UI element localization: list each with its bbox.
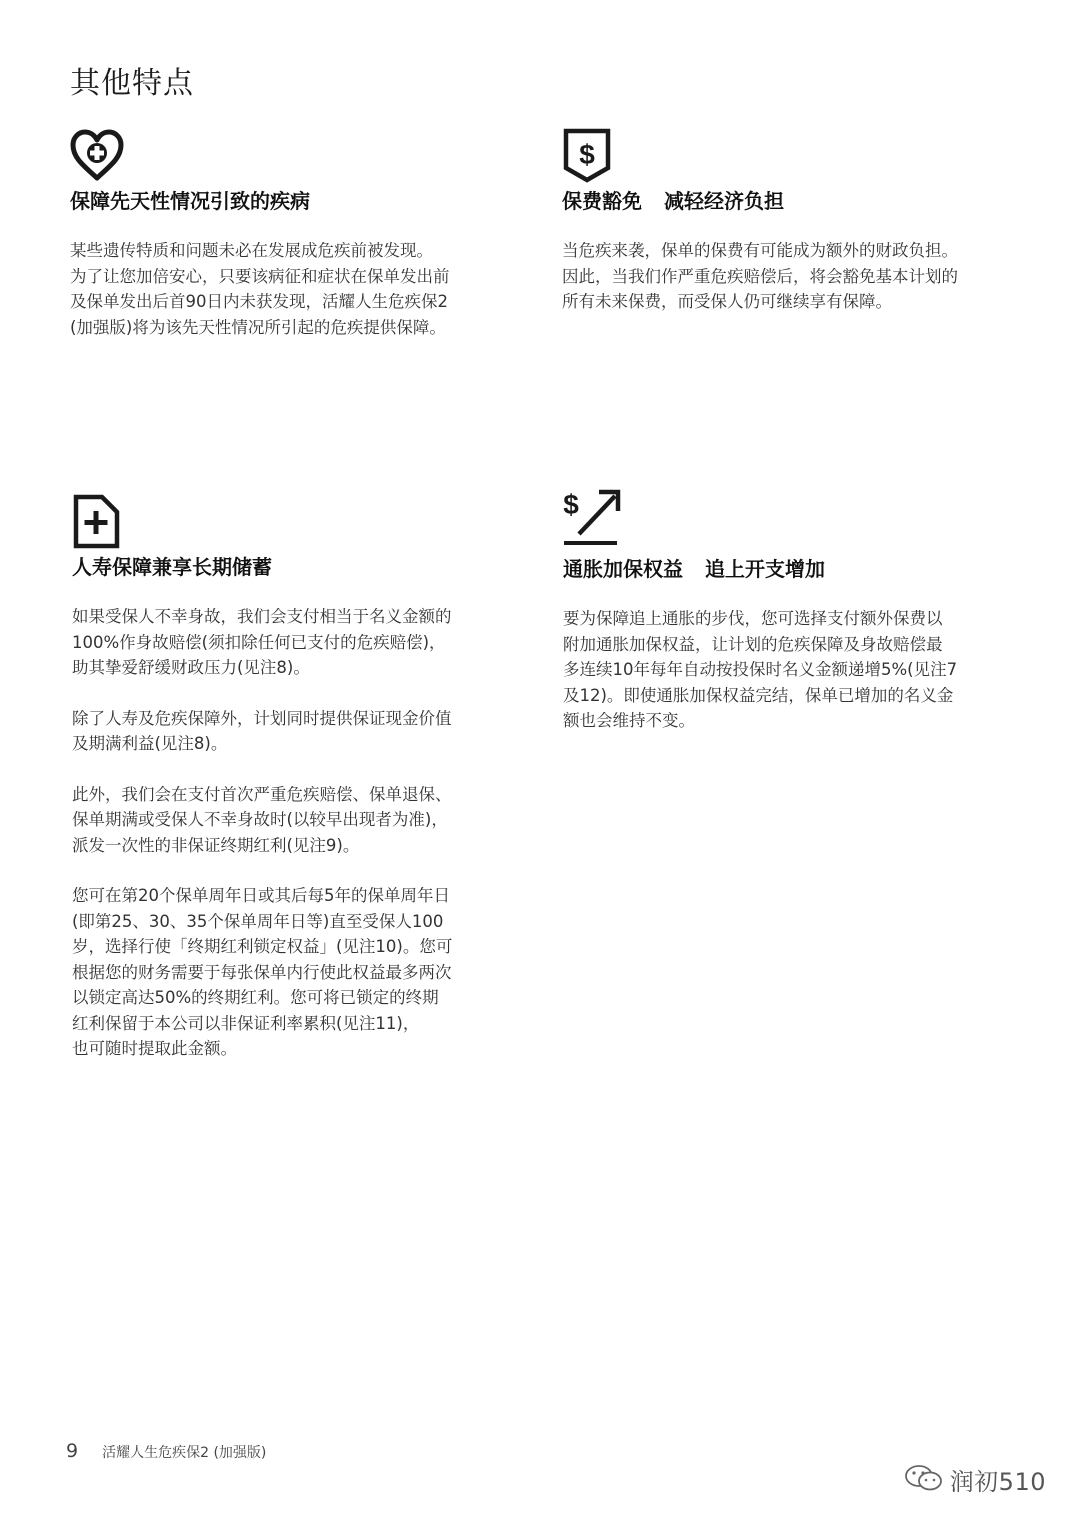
svg-text:$: $ xyxy=(563,489,579,520)
feature-heading-text: 通胀加保权益 xyxy=(563,557,683,581)
feature-body xyxy=(70,238,530,340)
feature-body xyxy=(562,238,1022,315)
feature-life-protection-savings xyxy=(72,494,532,1087)
page-title: 其他特点 xyxy=(70,66,194,101)
feature-paragraph: 除了人寿及危疾保障外，计划同时提供保证现金价值 及期满利益(见注8)。 xyxy=(72,708,452,753)
feature-paragraph: 要为保障追上通胀的步伐，您可选择支付额外保费以 附加通胀加保权益，让计划的危疾保障及身故赔偿最 多连续10年每年自动按投保时名义金额递增5%(见注7 及12)。即使通胀加保权益完结，保单已增加的名义金 额也会维持不变。 xyxy=(563,609,958,730)
feature-heading-text: 保费豁免 xyxy=(562,189,642,213)
feature-paragraph: 当危疾来袭，保单的保费有可能成为额外的财政负担。 因此，当我们作严重危疾赔偿后，将会豁免基本计划的 所有未来保费，而受保人仍可继续享有保障。 xyxy=(562,241,958,311)
page-number: 9 xyxy=(66,1440,79,1462)
feature-heading-text: 保障先天性情况引致的疾病 xyxy=(70,189,310,213)
feature-heading xyxy=(72,554,532,580)
dollar-growth-arrow-icon xyxy=(563,488,1023,546)
feature-heading xyxy=(70,188,530,214)
feature-inflation-protection xyxy=(563,488,1023,759)
svg-text:$: $ xyxy=(579,139,595,170)
feature-paragraph: 某些遗传特质和问题未必在发展成危疾前被发现。 为了让您加倍安心，只要该病征和症状在保单发出前 及保单发出后首90日内未获发现，活耀人生危疾保2 (加强版)将为该先天性情况所引起的危疾提供保障。 xyxy=(70,241,450,337)
chat-bubble-icon xyxy=(904,1463,944,1497)
page-footer xyxy=(66,1440,266,1462)
feature-heading xyxy=(563,556,1023,582)
feature-premium-waiver xyxy=(562,128,1022,340)
feature-congenital-conditions xyxy=(70,128,530,365)
watermark xyxy=(904,1462,1046,1497)
feature-heading-subtext: 追上开支增加 xyxy=(705,557,825,581)
feature-body xyxy=(72,604,532,1062)
feature-paragraph: 此外，我们会在支付首次严重危疾赔偿、保单退保、 保单期满或受保人不幸身故时(以较早出现者为准)， 派发一次性的非保证终期红利(见注9)。 xyxy=(72,784,452,855)
feature-paragraph: 您可在第20个保单周年日或其后每5年的保单周年日 (即第25、30、35个保单周年日等)直至受保人100 岁，选择行使「终期红利锁定权益」(见注10)。您可 根据您的财务需要于每张保单内行使此权益最多两次 以锁定高达50%的终期红利。您可将已锁定的终期 红利保留于本公司以非保证利率累积(见注11)， 也可随时提取此金额。 xyxy=(72,886,453,1058)
document-name: 活耀人生危疾保2 (加强版) xyxy=(102,1445,267,1461)
document-plus-icon xyxy=(72,494,532,552)
feature-heading xyxy=(562,188,1022,214)
shield-dollar-icon xyxy=(562,128,1022,186)
feature-body xyxy=(563,606,1023,734)
watermark-text: 润初510 xyxy=(949,1468,1046,1496)
feature-paragraph: 如果受保人不幸身故，我们会支付相当于名义金额的 100%作身故赔偿(须扣除任何已支付的危疾赔偿)， 助其挚爱舒缓财政压力(见注8)。 xyxy=(72,607,452,677)
heart-plus-icon xyxy=(70,128,530,186)
feature-heading-text: 人寿保障兼享长期储蓄 xyxy=(72,555,272,579)
feature-heading-subtext: 减轻经济负担 xyxy=(664,189,784,213)
